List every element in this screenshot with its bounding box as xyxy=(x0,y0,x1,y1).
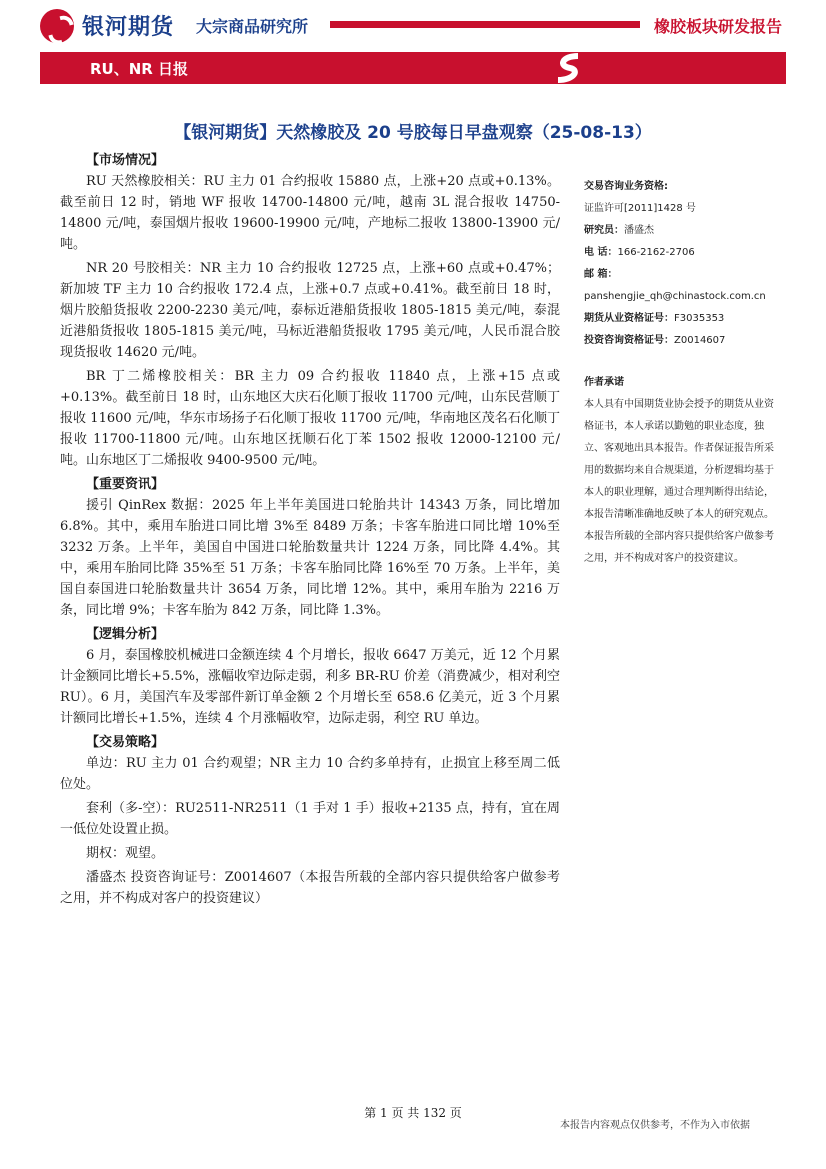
strategy-section-heading: 【交易策略】 xyxy=(86,735,165,750)
author-info xyxy=(584,176,784,352)
researcher-label: 研究员： xyxy=(584,225,624,236)
email-address[interactable]: panshengjie_qh@chinastock.com.cn xyxy=(584,291,766,302)
news-paragraph: 援引 QinRex 数据：2025 年上半年美国进口轮胎共计 14343 万条，同比增加 6.8%。其中，乘用车胎进口同比增 3%至 8489 万条；卡客车胎进口同比增 10%至 3232 万条。上半年，美国自中国进口轮胎数量共计 1224 万条，同比降 4.4%。其中，乘用车胎同比降 35%至 51 万条；卡客车胎同比降 16%至 70 万条。上半年，美国自泰国进口轮胎数量共计 3654 万条，同比增 12%。其中，乘用车胎为 2216 万条，同比增 9%；卡客车胎为 842 万条，同比降 1.3%。 xyxy=(60,498,560,618)
market-paragraph-nr: NR 20 号胶相关：NR 主力 10 合约报收 12725 点，上涨+60 点或+0.47%；新加坡 TF 主力 10 合约报收 172.4 点，上涨+0.7 点或+0.41%。截至前日 18 时，烟片胶船货报收 2200-2230 美元/吨，泰标近港船货报收 1805-1815 美元/吨，泰混近港船货报收 1805-1815 美元/吨，马标近港船货报收 1795 美元/吨，人民币混合胶现货报收 14620 元/吨。 xyxy=(60,261,560,360)
futures-cert-label: 期货从业资格证号： xyxy=(584,313,674,324)
report-body xyxy=(60,150,560,912)
swoosh-icon xyxy=(548,52,588,84)
futures-cert-value: F3035353 xyxy=(674,313,725,324)
author-declaration xyxy=(584,372,774,570)
strategy-single: 单边：RU 主力 01 合约观望；NR 主力 10 合约多单持有，止损宜上移至周二低位处。 xyxy=(60,756,560,792)
market-paragraph-ru: RU 天然橡胶相关：RU 主力 01 合约报收 15880 点，上涨+20 点或+0.13%。截至前日 12 时，销地 WF 报收 14700-14800 元/吨，越南 3L 混合报收 14750-14800 元/吨，泰国烟片报收 19600-19900 元/吨，产地标二报收 13800-13900 元/吨。 xyxy=(60,174,560,252)
invest-cert-label: 投资咨询资格证号： xyxy=(584,335,674,346)
brand-name: 银河期货 xyxy=(82,15,175,40)
phone-number: 166-2162-2706 xyxy=(617,247,695,258)
phone-label: 电 话： xyxy=(584,247,618,258)
declaration-body: 本人具有中国期货业协会授予的期货从业资格证书，本人承诺以勤勉的职业态度，独立、客观地出具本报告。作者保证报告所采用的数据均来自合规渠道，分析逻辑均基于本人的职业理解，通过合理判断得出结论，本报告清晰准确地反映了本人的研究观点。本报告所载的全部内容只提供给客户做参考之用，并不构成对客户的投资建议。 xyxy=(584,399,774,564)
header-divider xyxy=(330,21,640,28)
qualification-label: 交易咨询业务资格: xyxy=(584,181,668,192)
page-number: 第 1 页 共 132 页 xyxy=(364,1106,462,1120)
email-label: 邮 箱： xyxy=(584,269,618,280)
page-header xyxy=(0,0,826,50)
strategy-arbitrage: 套利（多-空）：RU2511-NR2511（1 手对 1 手）报收+2135 点，持有，宜在周一低位处设置止损。 xyxy=(60,801,560,837)
research-institute-name: 大宗商品研究所 xyxy=(196,17,309,36)
strategy-options: 期权：观望。 xyxy=(86,846,165,861)
declaration-heading: 作者承诺 xyxy=(584,377,624,388)
report-title: 【银河期货】天然橡胶及 20 号胶每日早盘观察（25-08-13） xyxy=(174,123,652,143)
researcher-name: 潘盛杰 xyxy=(624,225,654,236)
logic-paragraph: 6 月，泰国橡胶机械进口金额连续 4 个月增长，报收 6647 万美元，近 12 个月累计金额同比增长+5.5%，涨幅收窄边际走弱，利多 BR-RU 价差（消费减少，相对利空 RU）。6 月，美国汽车及零部件新订单金额 2 个月增长至 658.6 亿美元，近 3 个月累计额同比增长+1.5%，连续 4 个月涨幅收窄，边际走弱，利空 RU 单边。 xyxy=(60,648,560,726)
strategy-disclaimer: 潘盛杰 投资咨询证号：Z0014607（本报告所载的全部内容只提供给客户做参考之用，并不构成对客户的投资建议） xyxy=(60,870,560,906)
market-section-heading: 【市场情况】 xyxy=(86,153,165,168)
report-type: 橡胶板块研发报告 xyxy=(654,17,783,36)
market-paragraph-br: BR 丁二烯橡胶相关：BR 主力 09 合约报收 11840 点，上涨+15 点或+0.13%。截至前日 18 时，山东地区大庆石化顺丁报收 11700 元/吨，山东民营顺丁报收 11600 元/吨，华东市场扬子石化顺丁报收 11700 元/吨，华南地区茂名石化顺丁报收 11700-11800 元/吨。山东地区抚顺石化丁苯 1502 报收 12000-12100 元/吨。山东地区丁二烯报收 9400-9500 元/吨。 xyxy=(60,369,560,468)
section-banner xyxy=(40,52,786,84)
galaxy-logo-icon xyxy=(40,9,74,43)
qualification-value: 证监许可[2011]1428 号 xyxy=(584,203,696,214)
invest-cert-value: Z0014607 xyxy=(674,335,726,346)
logic-section-heading: 【逻辑分析】 xyxy=(86,627,165,642)
banner-title: RU、NR 日报 xyxy=(90,60,189,78)
news-section-heading: 【重要资讯】 xyxy=(86,477,165,492)
footer-disclaimer: 本报告内容观点仅供参考，不作为入市依据 xyxy=(560,1120,750,1131)
